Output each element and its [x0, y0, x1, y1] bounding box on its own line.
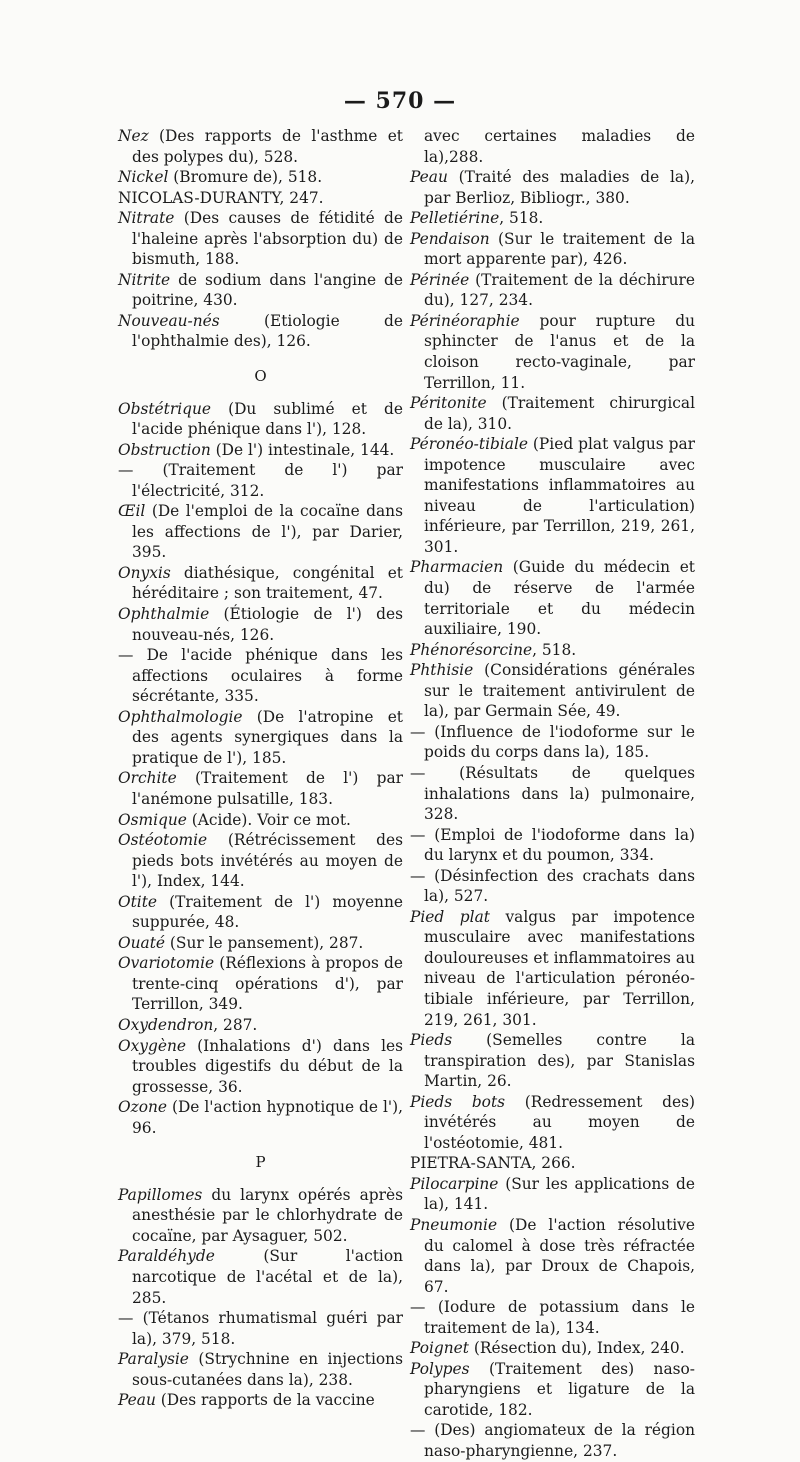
index-entry: [118, 1036, 403, 1098]
index-entry-text: (Guide du médecin et du) de réserve de l'armée territoriale et du médecin auxiliaire, 190.: [424, 558, 695, 639]
index-entry: [118, 126, 403, 167]
index-entry-text: (Strychnine en injections sous-cutanées dans la), 238.: [132, 1350, 403, 1389]
index-entry: [410, 1420, 695, 1461]
index-column-left: [118, 126, 403, 1411]
index-entry: [410, 763, 695, 825]
index-entry: [410, 1030, 695, 1092]
index-entry: [410, 1215, 695, 1297]
index-term: Pieds: [410, 1031, 453, 1050]
index-entry: [410, 1174, 695, 1215]
index-entry-text: (De l'emploi de la cocaïne dans les affections de l'), par Darier, 395.: [132, 502, 403, 562]
index-term: Paraldéhyde: [118, 1247, 215, 1266]
index-entry-text: , 518.: [532, 640, 577, 659]
index-entry: [118, 1349, 403, 1390]
index-entry-text: (Résection du), Index, 240.: [468, 1339, 685, 1358]
index-term: Poignet: [410, 1339, 469, 1358]
section-letter-heading: P: [255, 1153, 266, 1172]
index-entry-text: (De l'action résolutive du calomel à dose très réfractée dans la), par Droux de Chapois, 67.: [424, 1215, 695, 1296]
index-entry: [410, 907, 695, 1030]
index-entry: [118, 311, 403, 352]
index-entry: [410, 557, 695, 639]
index-term: Phthisie: [410, 661, 474, 680]
index-entry: [410, 167, 695, 208]
index-entry: [118, 933, 403, 954]
index-entry: [410, 229, 695, 270]
index-entry: [118, 1246, 403, 1308]
index-term: Pilocarpine: [410, 1174, 499, 1193]
index-entry-text: valgus par impotence musculaire avec manifestations douloureuses et inflammatoires au niveau de l'articulation péronéo-tibiale inférieure, par Terrillon, 219, 261, 301.: [424, 907, 696, 1029]
index-entry: [118, 208, 403, 270]
index-entry-text: — (Traitement de l') par l'électricité, 312.: [118, 461, 403, 500]
index-entry: [118, 399, 403, 440]
index-entry-text: (Semelles contre la transpiration des), par Stanislas Martin, 26.: [424, 1031, 695, 1091]
index-term: Nickel: [118, 168, 169, 187]
section-letter-heading: O: [254, 367, 267, 386]
index-entry: [410, 1359, 695, 1421]
index-term: Pendaison: [410, 229, 490, 248]
index-term: Pieds bots: [410, 1092, 506, 1111]
index-entry: [410, 866, 695, 907]
index-entry: [118, 768, 403, 809]
index-term: Ovariotomie: [118, 954, 215, 973]
index-term: Ouaté: [118, 933, 165, 952]
index-term: Otite: [118, 892, 158, 911]
index-entry: [118, 645, 403, 707]
index-entry-text: (Etiologie de l'ophthalmie des), 126.: [132, 311, 403, 351]
page-number: — 570 —: [343, 88, 457, 114]
index-term: Polypes: [410, 1359, 470, 1378]
index-entry-text: (De l') intestinale, 144.: [210, 440, 395, 459]
index-entry-text: (Redressement des) invétérés au moyen de l'ostéotomie, 481.: [424, 1092, 695, 1152]
index-term: Oxydendron: [118, 1015, 214, 1034]
index-entry-text: (Rétrécissement des pieds bots invétérés au moyen de l'), Index, 144.: [132, 831, 403, 891]
index-entry: [410, 722, 695, 763]
index-column-right: [410, 126, 695, 1462]
index-entry: [118, 460, 403, 501]
index-term: Obstruction: [118, 440, 211, 459]
index-entry-text: (Sur le pansement), 287.: [165, 933, 364, 952]
index-term: Oxygène: [118, 1036, 186, 1055]
index-entry: [410, 208, 695, 229]
index-term: Pelletiérine: [410, 209, 500, 228]
index-term: Phénorésorcine: [410, 640, 533, 659]
index-term: Nitrite: [118, 270, 171, 289]
index-entry-text: (De l'atropine et des agents synergiques dans la pratique de l'), 185.: [132, 707, 403, 767]
index-entry-text: — (Des) angiomateux de la région naso-pharyngienne, 237.: [410, 1421, 695, 1460]
index-entry: [118, 810, 403, 831]
index-entry: [118, 501, 403, 563]
index-entry-text: (De l'action hypnotique de l'), 96.: [132, 1098, 403, 1137]
index-term: Périnée: [410, 270, 470, 289]
index-entry: [118, 830, 403, 892]
index-term: Osmique: [118, 810, 187, 829]
index-term: Péritonite: [410, 394, 487, 413]
index-term: Nez: [118, 127, 149, 145]
index-term: Ozone: [118, 1098, 168, 1117]
index-term: Peau: [118, 1391, 156, 1410]
index-term: Ophthalmologie: [118, 707, 243, 726]
index-entry-text: — (Tétanos rhumatismal guéri par la), 379, 518.: [118, 1309, 403, 1348]
index-entry-text: du larynx opérés après anesthésie par le chlorhydrate de cocaïne, par Aysaguer, 502.: [132, 1185, 403, 1245]
index-entry-text: — (Influence de l'iodoforme sur le poids du corps dans la), 185.: [410, 722, 695, 762]
index-term: Pied plat: [410, 907, 490, 926]
index-entry: [118, 563, 403, 604]
index-term: Papillomes: [118, 1185, 203, 1204]
index-entry-text: (Traitement de l') par l'anémone pulsatille, 183.: [132, 769, 403, 808]
index-entry: [118, 1097, 403, 1138]
index-entry-text: (Acide). Voir ce mot.: [186, 810, 351, 829]
index-entry-text: (Considérations générales sur le traitement antivirulent de la), par Germain Sée, 49.: [424, 661, 695, 721]
index-entry-text: — (Iodure de potassium dans le traitement de la), 134.: [410, 1298, 695, 1337]
index-term: Orchite: [118, 769, 177, 788]
index-entry-text: — (Résultats de quelques inhalations dans la) pulmonaire, 328.: [410, 763, 695, 824]
index-entry: [118, 604, 403, 645]
index-entry-text: (Étiologie de l') des nouveau-nés, 126.: [132, 605, 403, 644]
index-entry-text: (Inhalations d') dans les troubles digestifs du début de la grossesse, 36.: [132, 1036, 403, 1096]
index-entry: [410, 126, 695, 167]
index-entry-text: avec certaines maladies de la),288.: [424, 127, 695, 166]
index-entry: [118, 167, 403, 188]
index-term: Ophthalmie: [118, 605, 210, 624]
index-entry: [410, 1153, 695, 1174]
index-entry: [410, 1092, 695, 1154]
index-term: Onyxis: [118, 563, 171, 582]
index-entry-text: (Des rapports de la vaccine: [155, 1391, 375, 1410]
index-term: Ostéotomie: [118, 831, 208, 850]
index-entry-text: (Réflexions à propos de trente-cinq opérations d'), par Terrillon, 349.: [132, 954, 403, 1014]
index-term: Œil: [118, 502, 146, 521]
index-entry-text: , 518.: [499, 209, 544, 228]
index-entry: [118, 892, 403, 933]
index-entry-text: (Pied plat valgus par impotence musculaire avec manifestations inflammatoires au niveau de l'articulation) inférieure, par Terrillon, 219, 261, 301.: [424, 435, 695, 556]
index-entry: [118, 188, 403, 209]
index-entry-text: pour rupture du sphincter de l'anus et de la cloison recto-vaginale, par Terrillon, 11.: [424, 311, 695, 392]
index-entry-text: , 287.: [213, 1015, 258, 1034]
index-entry-text: (Traitement de l') moyenne suppurée, 48.: [132, 892, 403, 932]
index-entry: [118, 1185, 403, 1247]
index-entry-text: — De l'acide phénique dans les affections oculaires à forme sécrétante, 335.: [118, 646, 403, 706]
index-entry-text: — (Désinfection des crachats dans la), 527.: [410, 866, 695, 906]
index-entry: [118, 270, 403, 311]
index-term: Péronéo-tibiale: [410, 435, 528, 454]
index-term: Nouveau-nés: [118, 311, 220, 330]
index-entry: [118, 1390, 403, 1411]
index-term: Nitrate: [118, 209, 175, 228]
index-entry-text: de sodium dans l'angine de poitrine, 430.: [132, 270, 403, 310]
index-entry-text: diathésique, congénital et héréditaire ; son traitement, 47.: [132, 563, 403, 603]
index-term: Paralysie: [118, 1350, 189, 1369]
index-entry-text: (Bromure de), 518.: [168, 168, 323, 187]
index-entry-text: (Sur l'action narcotique de l'acétal et de la), 285.: [132, 1247, 403, 1307]
index-entry-text: NICOLAS-DURANTY, 247.: [118, 188, 324, 207]
index-entry: [118, 1015, 403, 1036]
index-term: Peau: [410, 168, 448, 187]
index-entry-text: (Du sublimé et de l'acide phénique dans l'), 128.: [132, 399, 403, 439]
index-entry-text: (Des causes de fétidité de l'haleine après l'absorption du) de bismuth, 188.: [132, 209, 403, 269]
index-entry-text: (Traitement chirurgical de la), 310.: [424, 394, 695, 433]
index-entry: [118, 1308, 403, 1349]
index-entry-text: (Traitement de la déchirure du), 127, 234.: [424, 270, 695, 310]
index-entry-text: (Traitement des) naso-pharyngiens et ligature de la carotide, 182.: [424, 1359, 695, 1419]
index-term: Pneumonie: [410, 1215, 498, 1234]
index-entry: [410, 1338, 695, 1359]
index-term: Obstétrique: [118, 399, 211, 418]
index-entry: [410, 825, 695, 866]
index-entry: [410, 393, 695, 434]
index-entry-text: (Des rapports de l'asthme et des polypes du), 528.: [132, 127, 403, 166]
index-entry: [410, 311, 695, 393]
index-entry: [410, 660, 695, 722]
index-entry-text: — (Emploi de l'iodoforme dans la) du larynx et du poumon, 334.: [410, 825, 695, 865]
index-entry: [118, 707, 403, 769]
index-entry-text: PIETRA-SANTA, 266.: [410, 1154, 576, 1173]
index-entry: [118, 440, 403, 461]
index-entry: [118, 953, 403, 1015]
index-term: Périnéoraphie: [410, 311, 520, 330]
index-entry-text: (Traité des maladies de la), par Berlioz, Bibliogr., 380.: [424, 168, 695, 207]
index-entry: [410, 434, 695, 557]
index-entry-text: (Sur le traitement de la mort apparente par), 426.: [424, 229, 695, 269]
index-term: Pharmacien: [410, 558, 504, 577]
index-entry-text: (Sur les applications de la), 141.: [424, 1174, 695, 1214]
index-entry: [410, 1297, 695, 1338]
index-entry: [410, 270, 695, 311]
index-entry: [410, 640, 695, 661]
